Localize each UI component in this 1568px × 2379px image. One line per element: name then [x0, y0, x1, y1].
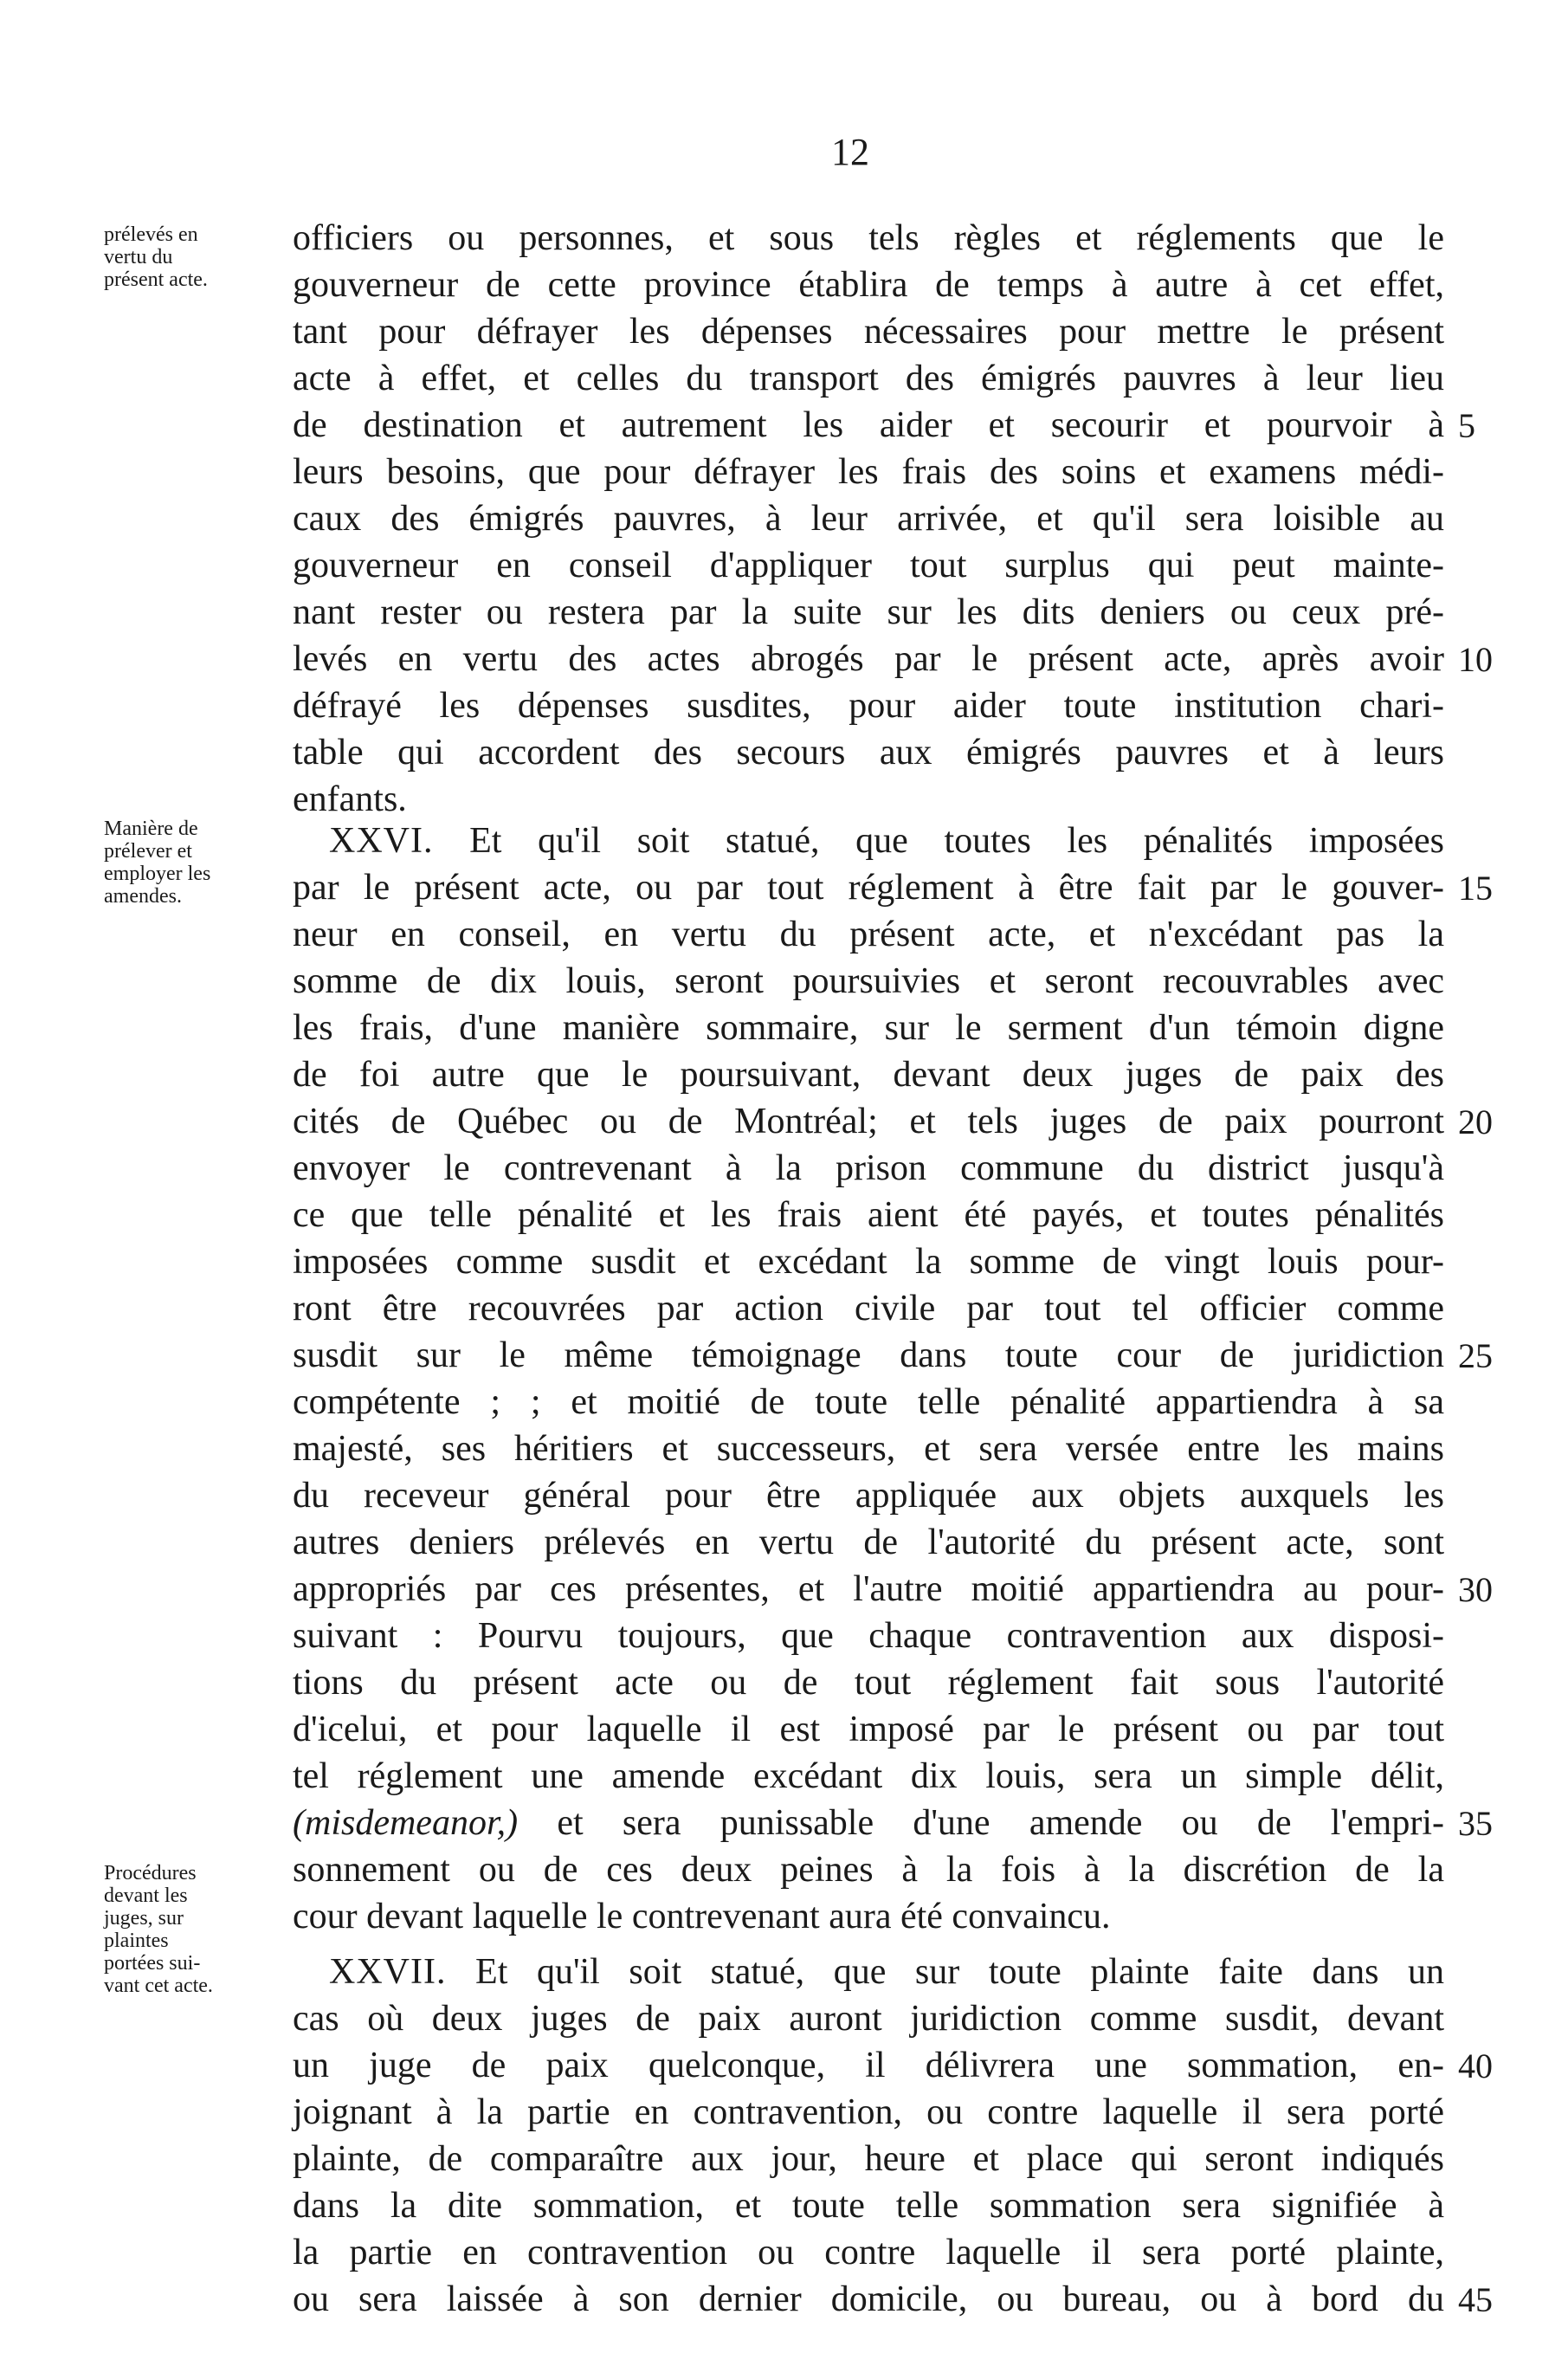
text-line: ront être recouvrées par action civile par tout tel officier comme	[293, 1289, 1444, 1328]
line-number: 40	[1458, 2046, 1493, 2085]
text-line: autres deniers prélevés en vertu de l'autorité du présent acte, sont	[293, 1522, 1444, 1562]
text-line: tions du présent acte ou de tout réglement fait sous l'autorité	[293, 1663, 1444, 1703]
text-line: par le présent acte, ou par tout réglement à être fait par le gouver-	[293, 868, 1444, 908]
marginal-note-line: prélever et	[104, 840, 192, 863]
text-line: somme de dix louis, seront poursuivies et seront recouvrables avec	[293, 961, 1444, 1001]
section-text: et sera punissable d'une amende ou de l'empri-	[557, 1803, 1444, 1843]
text-line: enfants.	[293, 779, 407, 819]
marginal-note-line: plaintes	[104, 1930, 169, 1952]
text-line: de destination et autrement les aider et secourir et pourvoir à	[293, 405, 1444, 445]
text-line: ce que telle pénalité et les frais aient été payés, et toutes pénalités	[293, 1195, 1444, 1235]
marginal-note-line: Procédures	[104, 1862, 197, 1884]
marginal-note-line: présent acte.	[104, 268, 208, 291]
marginal-note-line: employer les	[104, 863, 211, 885]
text-line: cités de Québec ou de Montréal; et tels juges de paix pourront	[293, 1102, 1444, 1141]
marginal-note-1	[104, 223, 208, 291]
marginal-note-2	[104, 818, 210, 908]
text-line: dans la dite sommation, et toute telle sommation sera signifiée à	[293, 2186, 1444, 2226]
text-line: gouverneur en conseil d'appliquer tout surplus qui peut mainte-	[293, 546, 1444, 585]
text-line: tel réglement une amende excédant dix louis, sera un simple délit,	[293, 1756, 1444, 1796]
text-line: cas où deux juges de paix auront juridiction comme susdit, devant	[293, 1999, 1444, 2039]
text-line: plainte, de comparaître aux jour, heure et place qui seront indiqués	[293, 2139, 1444, 2179]
line-number: 5	[1458, 406, 1475, 445]
text-line: un juge de paix quelconque, il délivrera une sommation, en-	[293, 2046, 1444, 2085]
line-number: 35	[1458, 1804, 1493, 1843]
text-line: gouverneur de cette province établira de temps à autre à cet effet,	[293, 265, 1444, 305]
text-line: levés en vertu des actes abrogés par le présent acte, après avoir	[293, 639, 1444, 679]
marginal-note-3	[104, 1862, 213, 1997]
text-line: suivant : Pourvu toujours, que chaque contravention aux disposi-	[293, 1616, 1444, 1656]
text-line: d'icelui, et pour laquelle il est imposé par le présent ou par tout	[293, 1710, 1444, 1749]
text-line: du receveur général pour être appliquée aux objets auxquels les	[293, 1476, 1444, 1516]
section-text: Et qu'il soit statué, que toutes les pénalités imposées	[469, 821, 1445, 861]
line-number: 10	[1458, 640, 1493, 679]
text-line: susdit sur le même témoignage dans toute cour de juridiction	[293, 1335, 1444, 1375]
line-number: 25	[1458, 1336, 1493, 1375]
marginal-note-line: juges, sur	[104, 1907, 184, 1930]
text-line: joignant à la partie en contravention, ou contre laquelle il sera porté	[293, 2092, 1444, 2132]
italic-term: (misdemeanor,)	[293, 1803, 519, 1843]
text-line: défrayé les dépenses susdites, pour aider toute institution chari-	[293, 686, 1444, 726]
text-line: table qui accordent des secours aux émigrés pauvres et à leurs	[293, 733, 1444, 773]
text-line: envoyer le contrevenant à la prison commune du district jusqu'à	[293, 1148, 1444, 1188]
text-line: les frais, d'une manière sommaire, sur le serment d'un témoin digne	[293, 1008, 1444, 1048]
text-line: ou sera laissée à son dernier domicile, ou bureau, ou à bord du	[293, 2279, 1444, 2319]
section-number: XXVI.	[329, 821, 434, 861]
line-number: 15	[1458, 869, 1493, 908]
text-line: la partie en contravention ou contre laquelle il sera porté plainte,	[293, 2233, 1444, 2272]
section-number: XXVII.	[329, 1952, 447, 1992]
marginal-note-line: prélevés en	[104, 223, 198, 246]
marginal-note-line: vertu du	[104, 246, 173, 268]
text-line: officiers ou personnes, et sous tels règles et réglements que le	[293, 218, 1444, 258]
marginal-note-line: amendes.	[104, 885, 182, 908]
line-number: 45	[1458, 2280, 1493, 2319]
section-text: Et qu'il soit statué, que sur toute plainte faite dans un	[475, 1952, 1444, 1992]
marginal-note-line: portées sui-	[104, 1952, 201, 1975]
text-line: nant rester ou restera par la suite sur les dits deniers ou ceux pré-	[293, 592, 1444, 632]
text-line: appropriés par ces présentes, et l'autre moitié appartiendra au pour-	[293, 1569, 1444, 1609]
text-line: acte à effet, et celles du transport des émigrés pauvres à leur lieu	[293, 359, 1444, 398]
text-line: imposées comme susdit et excédant la somme de vingt louis pour-	[293, 1242, 1444, 1282]
text-line: caux des émigrés pauvres, à leur arrivée, et qu'il sera loisible au	[293, 499, 1444, 539]
section-heading-line	[329, 818, 1444, 864]
marginal-note-line: Manière de	[104, 818, 198, 840]
marginal-note-line: devant les	[104, 1884, 188, 1907]
text-line: tant pour défrayer les dépenses nécessaires pour mettre le présent	[293, 312, 1444, 352]
text-line: sonnement ou de ces deux peines à la fois à la discrétion de la	[293, 1850, 1444, 1890]
line-number: 20	[1458, 1102, 1493, 1141]
text-line: cour devant laquelle le contrevenant aura été convaincu.	[293, 1897, 1111, 1936]
text-line: leurs besoins, que pour défrayer les frais des soins et examens médi-	[293, 452, 1444, 492]
line-number: 30	[1458, 1570, 1493, 1609]
text-line-with-italic	[293, 1800, 1444, 1846]
text-line: de foi autre que le poursuivant, devant deux juges de paix des	[293, 1055, 1444, 1095]
text-line: neur en conseil, en vertu du présent acte, et n'excédant pas la	[293, 915, 1444, 954]
section-heading-line	[329, 1949, 1444, 1995]
page-number: 12	[831, 131, 869, 173]
marginal-note-line: vant cet acte.	[104, 1975, 213, 1997]
text-line: majesté, ses héritiers et successeurs, et sera versée entre les mains	[293, 1429, 1444, 1469]
text-line: compétente ; ; et moitié de toute telle pénalité appartiendra à sa	[293, 1382, 1444, 1422]
